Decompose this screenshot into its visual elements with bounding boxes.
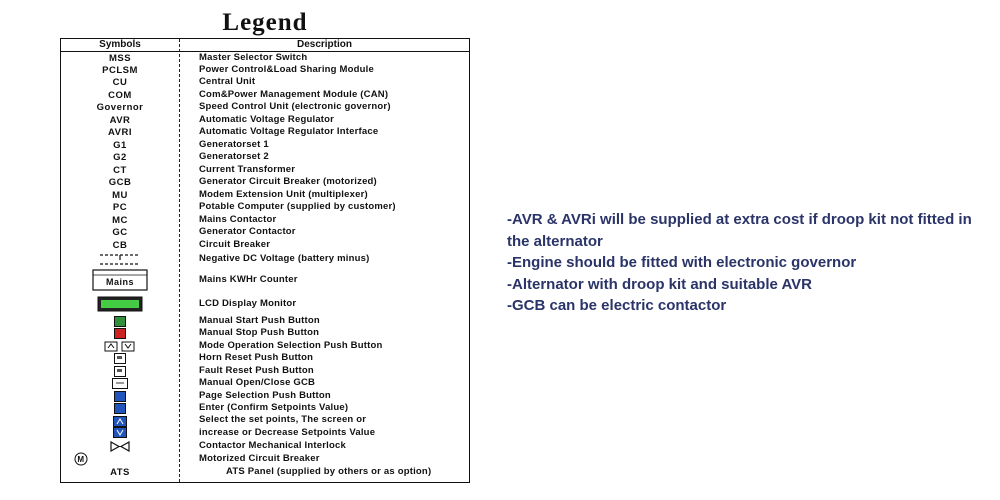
legend-symbol: CB [112,239,128,251]
legend-row [61,64,468,76]
enter-button-icon [61,402,179,414]
legend-description: Page Selection Push Button [199,389,331,401]
legend-symbol: AVR [109,114,131,126]
legend-description: Mode Operation Selection Push Button [199,339,383,351]
kwh-counter-label: Mains [105,277,135,287]
legend-row [61,352,468,364]
legend-description: Negative DC Voltage (battery minus) [199,253,370,265]
lcd-monitor-icon [61,294,179,314]
legend-description: Generator Contactor [199,225,296,237]
legend-row [61,139,468,151]
legend-description: Modem Extension Unit (multiplexer) [199,188,368,200]
legend-row [61,164,468,176]
legend-row [61,214,468,226]
mode-buttons-icon [61,340,179,352]
legend-row [61,414,468,439]
legend-row [61,89,468,101]
legend-table [60,38,470,483]
header-symbols: Symbols [99,39,141,50]
legend-row [61,466,468,478]
page-button-icon [61,390,179,402]
legend-symbol: G1 [113,139,127,151]
legend-description: Fault Reset Push Button [199,364,314,376]
legend-description: Potable Computer (supplied by customer) [199,200,396,212]
legend-row [61,365,468,377]
legend-row [61,453,468,465]
legend-description: Power Control&Load Sharing Module [199,63,374,75]
legend-symbol: G2 [113,151,127,163]
legend-row [61,176,468,188]
note-gcb: -GCB can be electric contactor [507,297,727,314]
legend-symbol: MSS [108,52,132,64]
stop-button-icon [61,327,179,339]
legend-description: Automatic Voltage Regulator [199,113,335,125]
legend-symbol: MU [112,189,128,201]
legend-row [61,76,468,88]
legend-row [61,340,468,352]
legend-symbol: CT [113,164,127,176]
legend-row [61,327,468,339]
legend-description: Motorized Circuit Breaker [199,452,320,464]
legend-row [61,252,468,267]
legend-description: Manual Open/Close GCB [199,376,316,388]
motor-icon [61,453,189,465]
open-close-gcb-icon [61,377,179,389]
legend-row [61,402,468,414]
legend-description: Enter (Confirm Setpoints Value) [199,401,349,413]
kwh-counter-icon [61,268,179,292]
legend-description: Automatic Voltage Regulator Interface [199,125,379,137]
legend-symbol: MC [112,214,128,226]
legend-description: Contactor Mechanical Interlock [199,439,346,451]
legend-row [61,52,468,64]
legend-symbol: Governor [96,101,144,113]
note-avr: -AVR & AVRi will be supplied at extra cost if droop kit not fitted in the alternator [507,211,972,250]
legend-symbol: COM [108,89,132,101]
legend-symbol: AVRI [108,126,132,138]
legend-symbol: GCB [108,176,132,188]
legend-description: Manual Stop Push Button [199,326,320,338]
legend-row [61,390,468,402]
legend-row [61,268,468,292]
legend-description: Current Transformer [199,163,296,175]
note-alternator: -Alternator with droop kit and suitable AVR [507,275,813,293]
legend-row [61,440,468,452]
legend-description: Mains KWHr Counter [199,273,298,285]
legend-description: Generatorset 1 [199,138,269,150]
header-description: Description [296,39,352,50]
legend-description: Mains Contactor [199,213,277,225]
legend-description: ATS Panel (supplied by others or as option) [226,465,432,477]
legend-panel [60,8,470,483]
legend-row [61,377,468,389]
legend-row [61,114,468,126]
horn-reset-icon [61,352,179,364]
legend-description: Horn Reset Push Button [199,351,314,363]
legend-row [61,226,468,238]
legend-title: Legend [222,9,308,36]
dc-minus-icon [61,252,179,267]
legend-row [61,151,468,163]
legend-symbol: CU [112,76,128,88]
legend-symbol: PCLSM [102,64,138,76]
legend-description: Generator Circuit Breaker (motorized) [199,175,377,187]
legend-description: Master Selector Switch [199,51,308,63]
legend-symbol: GC [112,226,128,238]
legend-symbol: PC [112,201,128,213]
motor-label: M [77,455,85,464]
legend-description: Speed Control Unit (electronic governor) [199,100,391,112]
legend-row [61,189,468,201]
note-governor: -Engine should be fitted with electronic governor [507,254,857,271]
legend-row [61,126,468,138]
fault-reset-icon [61,365,179,377]
legend-row [61,239,468,251]
legend-symbol: ATS [110,466,130,478]
legend-description: Manual Start Push Button [199,314,320,326]
legend-description: Com&Power Management Module (CAN) [199,88,389,100]
legend-description: Select the set points, The screen or increase or Decrease Setpoints Value [199,414,376,438]
start-button-icon [61,315,179,327]
select-arrows-icon [61,414,179,439]
legend-description: Circuit Breaker [199,238,271,250]
legend-row [61,315,468,327]
legend-row [61,201,468,213]
legend-row [61,294,468,314]
legend-description: Generatorset 2 [199,150,269,162]
legend-description: LCD Display Monitor [199,297,297,309]
interlock-icon [61,440,179,452]
notes-block [507,209,987,317]
legend-row [61,101,468,113]
legend-description: Central Unit [199,75,256,87]
